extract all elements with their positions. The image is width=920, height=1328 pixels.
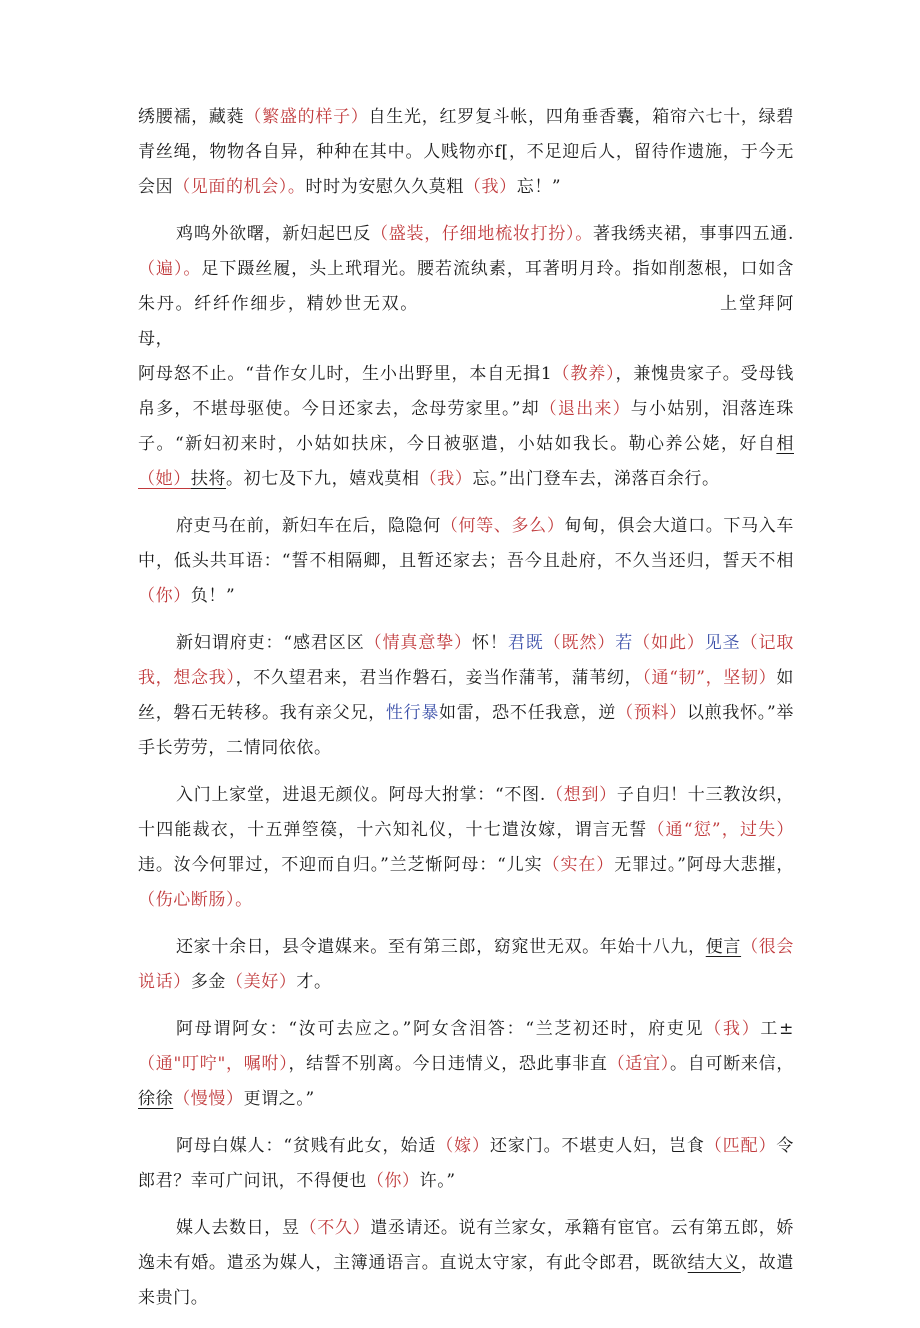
paragraph-p3 [138, 509, 794, 614]
body-text: 多金 [190, 972, 227, 992]
annotation-text: （我） [463, 177, 517, 197]
annotation-text: （我） [704, 1019, 761, 1039]
body-text: 著我绣夹裙，事事四五通. [592, 224, 794, 244]
body-text: 子自归！十三教汝织，十四能裁衣，十五弹箜篌，十六知礼仪，十七遣汝嫁，谓言无誓 [138, 785, 794, 840]
paragraph-p6 [138, 930, 794, 1000]
body-text: 与小姑别，泪落连珠子。“新妇初来时，小姑如扶床，今日被驱遣，小姑如我长。勒心养公姥，好自 [138, 399, 794, 454]
emphasis-text: 若 [615, 633, 634, 653]
body-text: 更谓之。” [243, 1089, 315, 1109]
body-text: 阿母怒不止。“昔作女儿时，生小出野里，本自无揖1 [138, 364, 553, 384]
paragraph-p8 [138, 1129, 794, 1199]
annotation-text: （匹配） [704, 1136, 777, 1156]
annotation-text: （很会说话） [138, 937, 794, 992]
annotation-text: （退出来） [539, 399, 631, 419]
body-text: 便言 [705, 937, 742, 957]
body-text: 阿母白媒人：“贫贱有此女，始适 [176, 1136, 437, 1156]
annotation-text: （见面的机会）。 [173, 177, 306, 197]
annotation-text: （繁盛的样子） [244, 107, 369, 127]
body-text: 忘。”出门登车去，涕落百余行。 [472, 469, 720, 489]
emphasis-text: 君既 [507, 633, 544, 653]
body-text: 遣丞请还。说有兰家女，承籍有宦官。云有第五郎，娇逸未有婚。遣丞为媒人，主簿通语言。直说太守家，有此令郎君，既欲 [138, 1218, 794, 1273]
annotation-text: （通"叮咛"，嘱咐） [138, 1054, 289, 1074]
body-text: 还家门。不堪吏人妇，岂食 [489, 1136, 705, 1156]
document-page [138, 100, 794, 1328]
body-text: 工± [760, 1019, 794, 1039]
annotation-text: （何等、多么） [440, 516, 565, 536]
body-text: ，结誓不别离。今日违情义，恐此事非直 [288, 1054, 608, 1074]
body-text: ，不久望君来，君当作磐石，妾当作蒲苇，蒲苇纫， [235, 668, 643, 688]
body-text: 鸡鸣外欲曙，新妇起巴反 [176, 224, 372, 244]
paragraph-p2 [138, 217, 794, 497]
body-text: 怀！ [472, 633, 508, 653]
annotation-text: （你） [138, 586, 191, 606]
body-text: 令郎君？幸可广问讯，不得便也 [138, 1136, 794, 1191]
body-text: 许。” [419, 1171, 456, 1191]
annotation-text: （盛装，仔细地梳妆打扮）。 [371, 224, 593, 244]
body-text: 媒人去数日，昱 [176, 1218, 300, 1238]
annotation-text: （慢慢） [173, 1089, 244, 1109]
body-text: 府吏马在前，新妇车在后，隐隐何 [176, 516, 441, 536]
annotation-text: （美好） [226, 972, 297, 992]
body-text: 无罪过。”阿母大悲摧， [614, 855, 795, 875]
body-text: 徐徐 [138, 1089, 174, 1109]
emphasis-text: 见圣 [704, 633, 741, 653]
body-text: 入门上家堂，进退无颜仪。阿母大拊掌：“不图. [176, 785, 546, 805]
annotation-text: （不久） [299, 1218, 371, 1238]
annotation-text: （遍）。 [138, 259, 202, 279]
paragraph-p5 [138, 778, 794, 918]
annotation-text: （预料） [616, 703, 687, 723]
body-text: 上堂拜阿母， [138, 294, 794, 349]
body-text: 还家十余日，县令遣媒来。至有第三郎，窈窕世无双。年始十八九， [176, 937, 706, 957]
annotation-text: （如此） [633, 633, 705, 653]
body-text: ，兼愧贵家子。受母钱帛多，不堪母驱使。今日还家去，念母劳家里。”却 [138, 364, 795, 419]
body-text: 足下蹑丝履，头上玳瑁光。腰若流纨素，耳著明月玲。指如削葱根，口如含朱丹。纤纤作细步，精妙世无双。 [138, 259, 794, 314]
body-text: 违。汝今何罪过，不迎而自归。”兰芝惭阿母：“儿实 [138, 855, 543, 875]
body-text: 。初七及下九，嬉戏莫相 [226, 469, 420, 489]
annotation-text: （实在） [542, 855, 615, 875]
paragraph-p7 [138, 1012, 794, 1117]
body-text: 新妇谓府吏：“感君区区 [176, 633, 365, 653]
annotation-text: （适宜） [607, 1054, 670, 1074]
annotation-text: （嫁） [436, 1136, 490, 1156]
body-text: 甸甸，俱会大道口。下马入车中，低头共耳语：“誓不相隔卿，且暂还家去；吾今且赴府，不久当还归，誓天不相 [138, 516, 794, 571]
body-text: 绣腰襦，藏蕤 [138, 107, 245, 127]
body-text: 相 [776, 434, 794, 454]
annotation-text: （情真意挚） [364, 633, 473, 653]
body-text: 如雷，恐不任我意，逆 [439, 703, 617, 723]
annotation-text: （记取我，想念我） [138, 633, 794, 688]
body-text: 如丝，磐石无转移。我有亲父兄， [138, 668, 794, 723]
annotation-text: （伤心断肠）。 [138, 890, 253, 910]
body-text: 时时为安慰久久莫粗 [305, 177, 464, 197]
paragraph-p9 [138, 1211, 794, 1316]
body-text: 忘！” [516, 177, 562, 197]
body-text: 结大义 [687, 1253, 741, 1273]
annotation-text: （想到） [545, 785, 617, 805]
annotation-text: （教养） [552, 364, 616, 384]
annotation-text: （她） [138, 469, 191, 489]
body-text: 负！” [190, 586, 236, 606]
body-text: 扶将 [190, 469, 227, 489]
annotation-text: （通“韧”，坚韧） [642, 668, 777, 688]
body-text: 才。 [296, 972, 332, 992]
annotation-text: （我） [419, 469, 473, 489]
body-text: 阿母谓阿女：“汝可去应之。”阿女含泪答：“兰芝初还时，府吏见 [176, 1019, 705, 1039]
annotation-text: （既然） [543, 633, 616, 653]
emphasis-text: 性行暴 [385, 703, 440, 723]
body-text: 以煎我怀。”举手长劳劳，二情同依依。 [138, 703, 795, 758]
annotation-text: （你） [366, 1171, 420, 1191]
paragraph-p4 [138, 626, 794, 766]
paragraph-p1 [138, 100, 794, 205]
body-text: ，故遣来贵门。 [138, 1253, 794, 1308]
annotation-text: （通“愆”，过失） [647, 820, 794, 840]
body-text: 自生光，红罗复斗帐，四角垂香囊，箱帘六七十，绿碧青丝绳，物物各自异，种种在其中。人贱物亦f[，不足迎后人，留待作遗施，于今无会因 [138, 107, 795, 197]
body-text: 。自可断来信， [670, 1054, 794, 1074]
